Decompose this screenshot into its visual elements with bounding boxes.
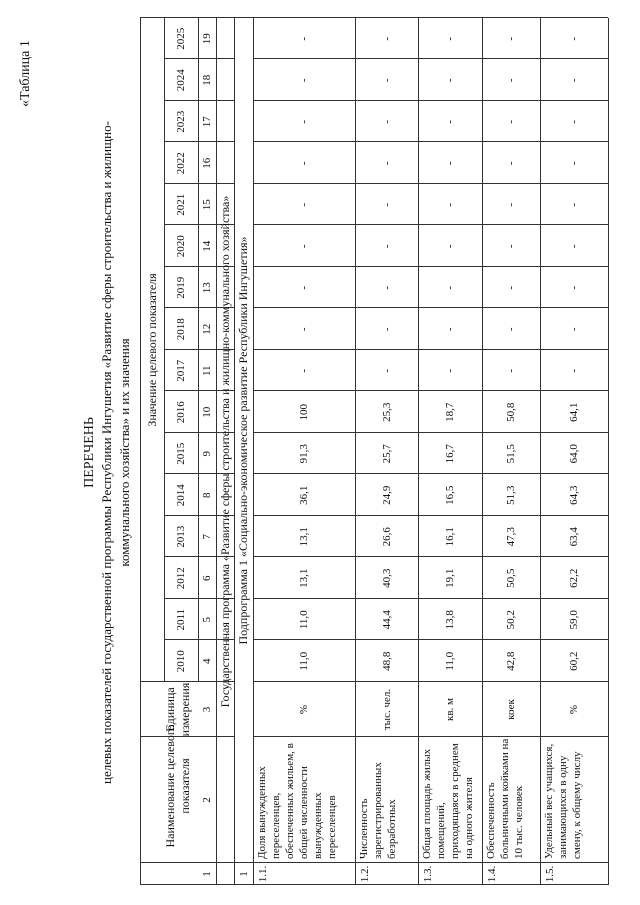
document-subtitle-line2: коммунального хозяйства» и их значения bbox=[117, 338, 132, 567]
row-value: 16,1 bbox=[444, 527, 456, 547]
row-value: 11,0 bbox=[298, 651, 310, 671]
program-row: Государственная программа «Развитие сферы строительства и жилищно-коммунального хозяйства» bbox=[217, 195, 232, 708]
row-name-line: 10 тыс. человек bbox=[513, 785, 525, 859]
row-value: 91,3 bbox=[298, 444, 310, 464]
row-name-line: смену, к общему числу bbox=[571, 751, 583, 859]
header-column-number: 15 bbox=[201, 199, 213, 211]
row-value: 13,1 bbox=[298, 527, 310, 547]
row-value: 59,0 bbox=[568, 610, 580, 630]
row-value: 26,6 bbox=[380, 527, 393, 547]
subprogram-number: 1 bbox=[237, 871, 250, 877]
header-column-number: 14 bbox=[201, 240, 213, 252]
row-value: 11,0 bbox=[444, 651, 456, 671]
header-column-number: 5 bbox=[201, 617, 213, 623]
header-column-number: 19 bbox=[201, 33, 213, 45]
header-year-2020: 2020 bbox=[175, 235, 187, 258]
row-name-line: переселенцев, bbox=[270, 792, 282, 859]
row-value: - bbox=[568, 36, 580, 41]
row-value: - bbox=[298, 327, 310, 332]
header-column-number: 16 bbox=[201, 157, 213, 169]
row-value: 62,2 bbox=[568, 568, 580, 588]
row-value: - bbox=[298, 36, 310, 41]
row-value: 42,8 bbox=[505, 651, 517, 671]
row-value: - bbox=[568, 327, 580, 332]
row-name-line: Доля вынужденных bbox=[256, 766, 268, 859]
row-value: 64,3 bbox=[568, 485, 580, 505]
row-number: 1.5. bbox=[544, 865, 556, 883]
row-name-line: зарегистрированных bbox=[372, 762, 384, 859]
header-unit-column: Единица измерения bbox=[163, 682, 192, 737]
row-value: - bbox=[505, 119, 517, 124]
row-value: 40,3 bbox=[380, 568, 393, 588]
row-value: 50,5 bbox=[505, 568, 517, 588]
row-value: - bbox=[380, 244, 393, 249]
row-value: 36,1 bbox=[298, 485, 310, 505]
row-value: - bbox=[505, 78, 517, 83]
row-name-line: занимающихся в одну bbox=[557, 755, 569, 859]
row-name-line: безработных bbox=[386, 799, 398, 859]
header-column-number: 6 bbox=[201, 575, 213, 581]
row-name-line: Удельный вес учащихся, bbox=[543, 743, 555, 859]
header-year-2016: 2016 bbox=[175, 401, 187, 424]
row-number: 1.3. bbox=[422, 865, 434, 883]
row-value: 18,7 bbox=[444, 402, 456, 422]
header-year-2010: 2010 bbox=[175, 650, 187, 673]
header-column-number: 3 bbox=[201, 706, 213, 713]
header-column-number: 7 bbox=[201, 534, 213, 540]
row-value: - bbox=[298, 78, 310, 83]
row-name-line: приходящаяся в среднем bbox=[449, 743, 461, 859]
header-column-number: 17 bbox=[201, 116, 213, 128]
row-value: - bbox=[505, 36, 517, 41]
row-value: 25,7 bbox=[380, 444, 393, 464]
header-column-number: 10 bbox=[201, 406, 213, 418]
row-value: 13,1 bbox=[298, 568, 310, 588]
header-column-number: 9 bbox=[201, 451, 213, 457]
row-value: 50,2 bbox=[505, 610, 517, 630]
row-value: 64,0 bbox=[568, 444, 580, 464]
row-name-line: переселенцев bbox=[326, 795, 338, 859]
row-value: 63,4 bbox=[568, 527, 580, 547]
row-value: - bbox=[444, 78, 456, 83]
row-value: 13,8 bbox=[444, 610, 456, 630]
row-number: 1.2. bbox=[359, 865, 371, 883]
header-column-number: 11 bbox=[201, 365, 213, 377]
header-column-number: 18 bbox=[201, 74, 213, 86]
grid-line bbox=[608, 18, 609, 885]
row-value: 44,4 bbox=[380, 610, 393, 630]
row-value: - bbox=[568, 161, 580, 166]
row-value: - bbox=[298, 119, 310, 124]
row-value: - bbox=[444, 285, 456, 290]
row-name-line: вынужденных bbox=[312, 792, 324, 859]
row-name-line: общей численности bbox=[298, 766, 310, 859]
row-value: 51,3 bbox=[505, 485, 517, 505]
row-value: - bbox=[444, 161, 456, 166]
row-value: 64,1 bbox=[568, 402, 580, 422]
row-name-line: Общая площадь жилых bbox=[421, 748, 433, 859]
subprogram-row: Подпрограмма 1 «Социально-экономическое развитие Республики Ингушетия» bbox=[236, 236, 250, 645]
row-value: - bbox=[444, 36, 456, 41]
row-unit: кв. м bbox=[444, 698, 456, 721]
row-value: - bbox=[505, 202, 517, 207]
row-name-line: на одного жителя bbox=[463, 777, 475, 859]
row-value: - bbox=[298, 202, 310, 207]
row-name-line: помещений, bbox=[435, 802, 447, 859]
header-column-number: 2 bbox=[201, 797, 213, 803]
table-tag: «Таблица 1 bbox=[18, 40, 33, 107]
header-year-2018: 2018 bbox=[175, 318, 187, 341]
row-unit: % bbox=[298, 704, 310, 715]
row-value: 24,9 bbox=[380, 485, 393, 505]
row-value: - bbox=[505, 244, 517, 249]
document-subtitle-line1: целевых показателей государственной программы Республики Ингушетия «Развитие сферы строительства и жилищно- bbox=[99, 121, 114, 784]
row-value: - bbox=[298, 368, 310, 373]
row-value: - bbox=[298, 244, 310, 249]
row-value: - bbox=[380, 161, 393, 166]
row-value: - bbox=[380, 368, 393, 373]
header-year-2013: 2013 bbox=[175, 525, 187, 548]
row-value: - bbox=[444, 368, 456, 373]
header-name-column: Наименование целевого показателя bbox=[163, 724, 192, 848]
row-value: - bbox=[568, 202, 580, 207]
header-year-2019: 2019 bbox=[175, 276, 187, 299]
row-name-line: больничными койками на bbox=[499, 738, 511, 859]
row-value: - bbox=[380, 78, 393, 83]
header-year-2017: 2017 bbox=[175, 359, 187, 382]
row-value: - bbox=[505, 327, 517, 332]
row-value: - bbox=[444, 202, 456, 207]
row-value: - bbox=[568, 78, 580, 83]
header-year-2025: 2025 bbox=[175, 27, 187, 50]
row-value: - bbox=[568, 119, 580, 124]
row-value: - bbox=[568, 285, 580, 290]
row-value: - bbox=[380, 36, 393, 41]
header-column-number: 12 bbox=[201, 323, 213, 335]
row-value: - bbox=[505, 368, 517, 373]
header-year-2023: 2023 bbox=[175, 110, 187, 133]
header-column-number: 13 bbox=[201, 282, 213, 294]
row-value: 48,8 bbox=[380, 651, 393, 671]
row-unit: тыс. чел. bbox=[380, 688, 393, 731]
row-value: 47,3 bbox=[505, 527, 517, 547]
row-value: - bbox=[505, 161, 517, 166]
row-value: - bbox=[298, 161, 310, 166]
header-year-2024: 2024 bbox=[175, 69, 187, 92]
row-value: 100 bbox=[298, 404, 310, 421]
header-year-2021: 2021 bbox=[175, 193, 187, 216]
row-value: - bbox=[568, 368, 580, 373]
row-unit: коек bbox=[505, 699, 517, 720]
header-year-2012: 2012 bbox=[175, 567, 187, 590]
row-value: - bbox=[444, 244, 456, 249]
row-value: 50,8 bbox=[505, 402, 517, 422]
header-column-number: 8 bbox=[201, 492, 213, 498]
row-number: 1.1. bbox=[257, 865, 269, 883]
header-values-group: Значение целевого показателя bbox=[144, 273, 159, 427]
header-year-2011: 2011 bbox=[175, 608, 187, 631]
row-unit: % bbox=[568, 704, 580, 715]
row-value: 19,1 bbox=[444, 568, 456, 588]
document-title: ПЕРЕЧЕНЬ bbox=[82, 417, 97, 488]
row-value: - bbox=[568, 244, 580, 249]
row-value: - bbox=[505, 285, 517, 290]
row-number: 1.4. bbox=[486, 865, 498, 883]
row-name-line: Обеспеченность bbox=[485, 782, 497, 859]
row-value: 51,5 bbox=[505, 444, 517, 464]
header-year-2014: 2014 bbox=[175, 484, 187, 507]
row-value: - bbox=[444, 119, 456, 124]
row-value: - bbox=[380, 327, 393, 332]
row-value: 16,7 bbox=[444, 444, 456, 464]
row-value: 16,5 bbox=[444, 485, 456, 505]
row-value: 60,2 bbox=[568, 651, 580, 671]
header-year-2015: 2015 bbox=[175, 442, 187, 465]
row-value: - bbox=[380, 202, 393, 207]
row-name-line: обеспеченных жильем, в bbox=[284, 743, 296, 859]
row-value: 25,3 bbox=[380, 402, 393, 422]
row-name-line: Численность bbox=[358, 798, 370, 859]
row-value: 11,0 bbox=[298, 610, 310, 630]
row-value: - bbox=[380, 285, 393, 290]
row-value: - bbox=[298, 285, 310, 290]
row-value: - bbox=[380, 119, 393, 124]
row-value: - bbox=[444, 327, 456, 332]
header-column-number: 4 bbox=[201, 658, 213, 664]
header-column-number: 1 bbox=[201, 871, 213, 877]
header-year-2022: 2022 bbox=[175, 152, 187, 175]
